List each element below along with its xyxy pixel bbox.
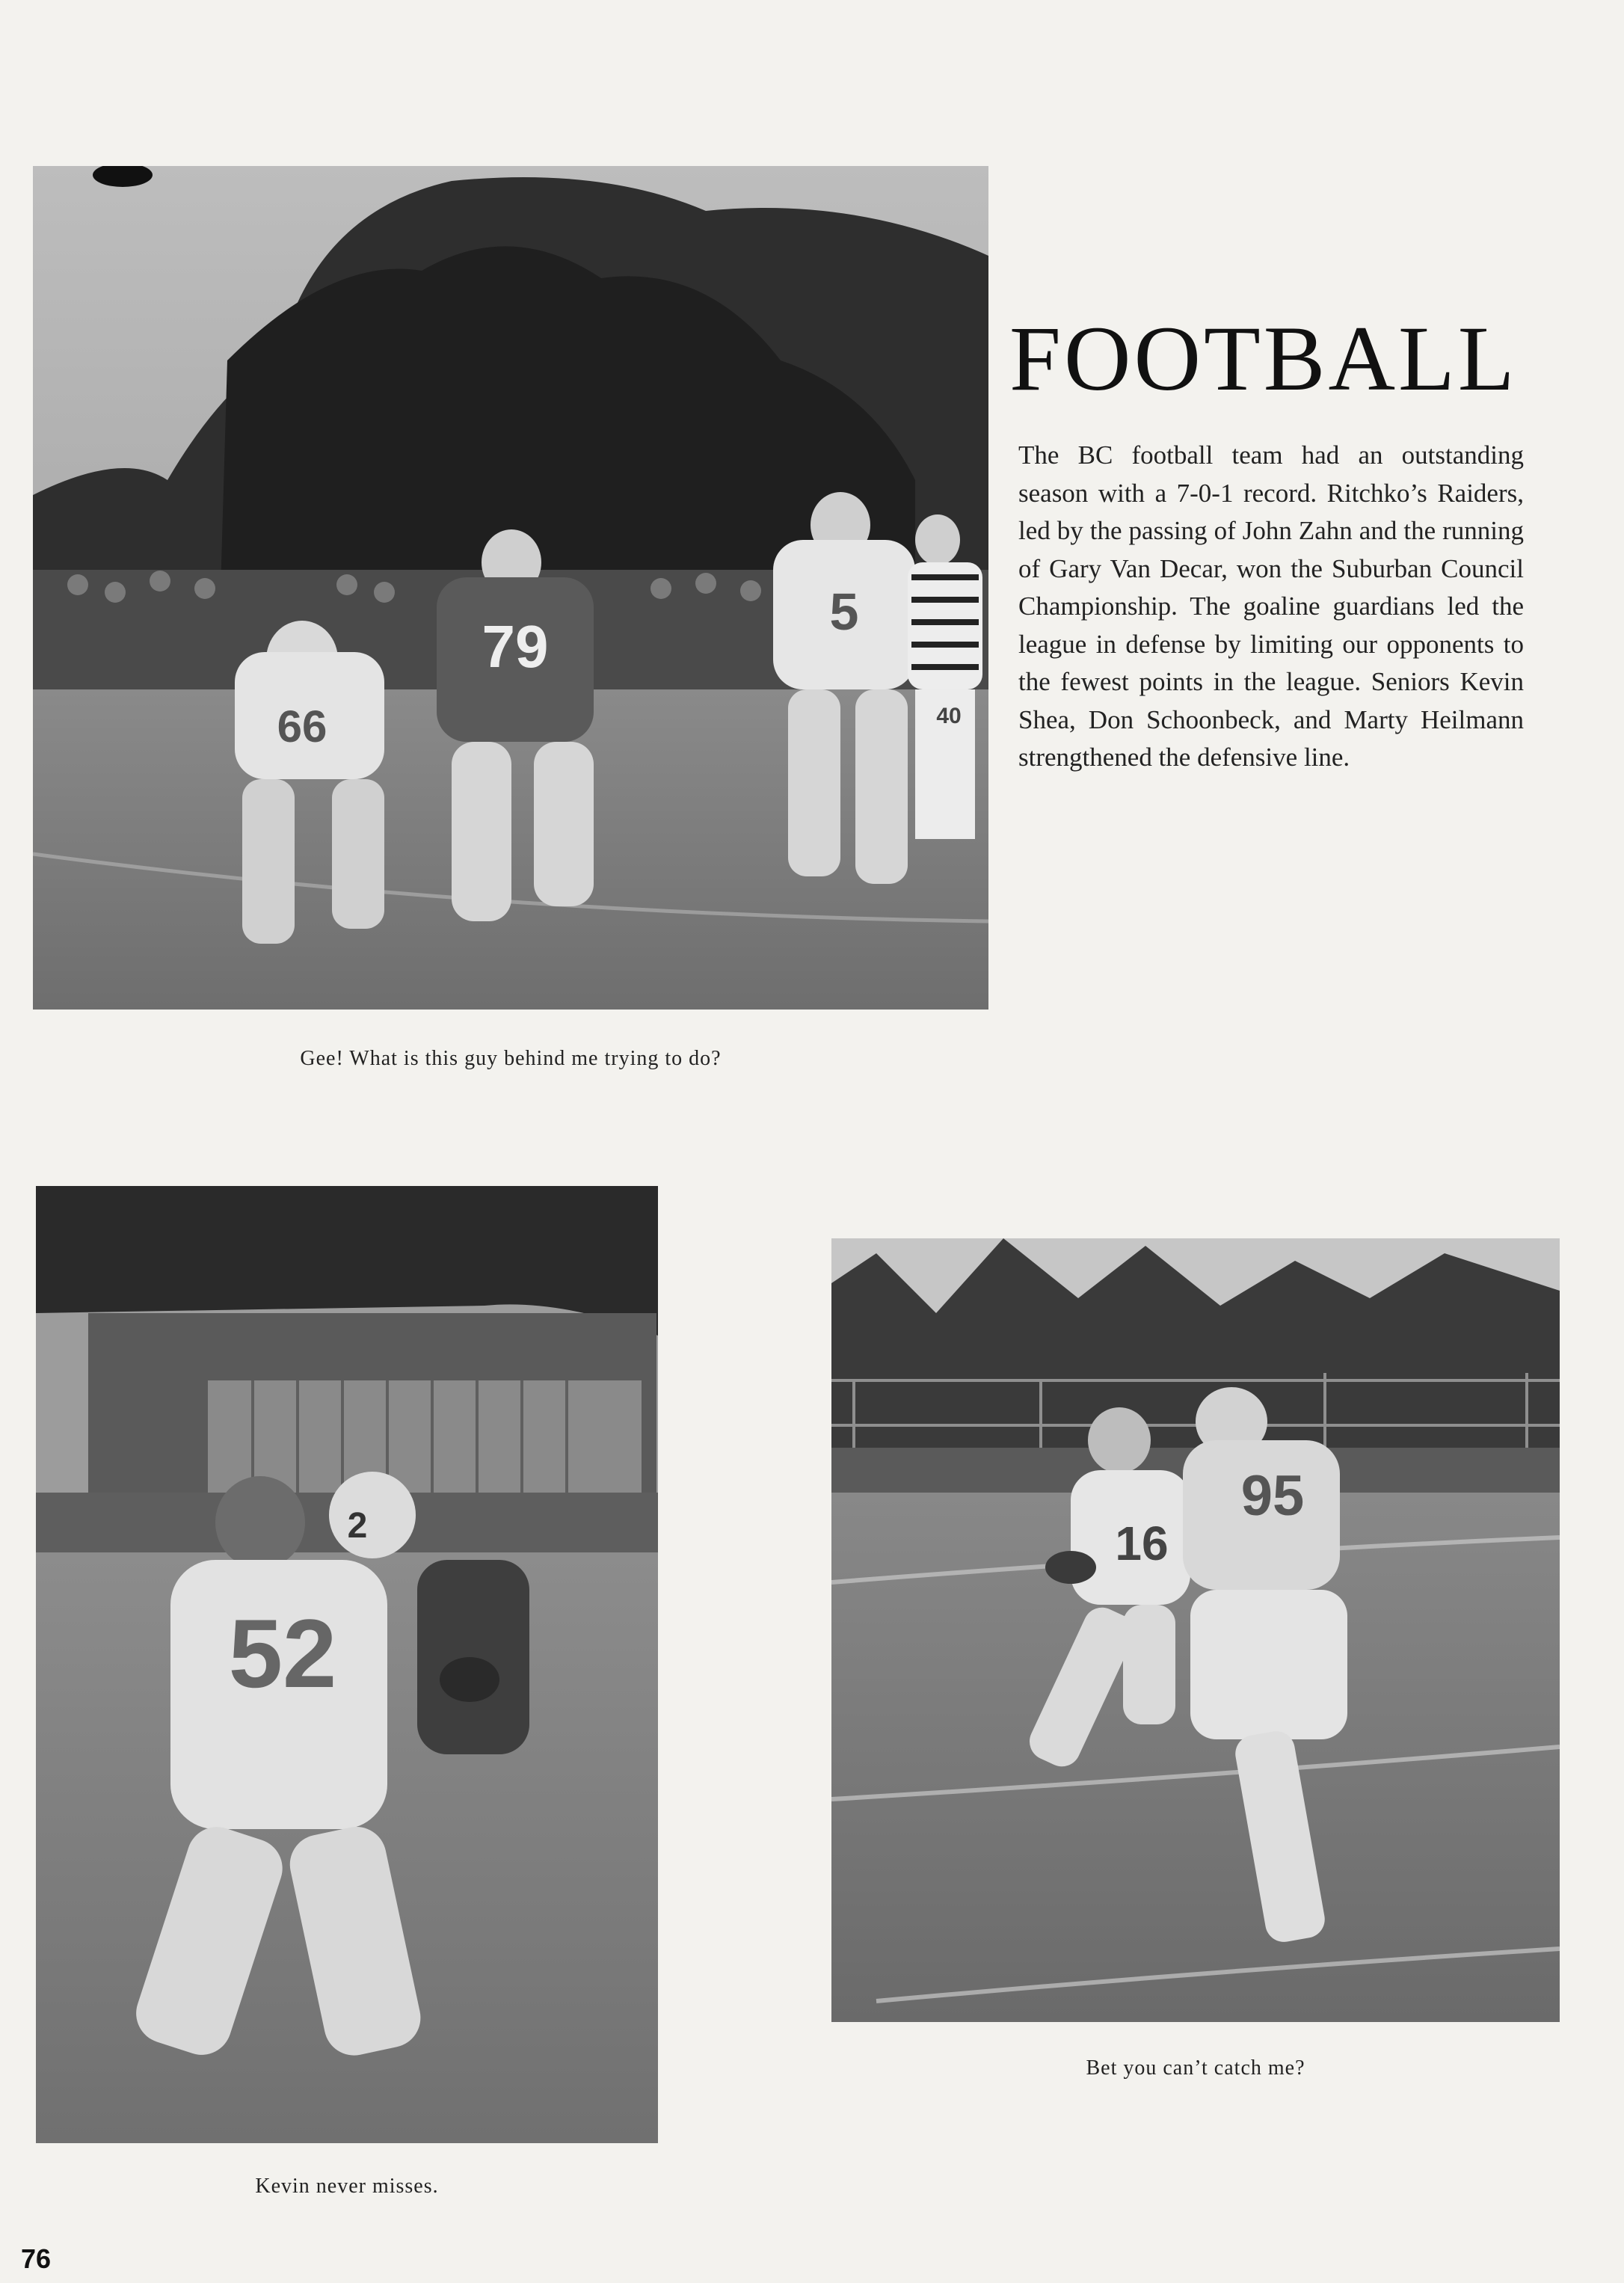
jersey-number-2: 2 (347, 1506, 368, 1546)
jersey-number-79: 79 (482, 613, 549, 680)
photo-caption-bottom-left: Kevin never misses. (255, 2175, 439, 2198)
jersey-number-5: 5 (829, 583, 859, 641)
photo-caption-bottom-right: Bet you can’t catch me? (1086, 2056, 1305, 2080)
article-body: The BC football team had an outstanding season with a 7-0-1 record. Ritchko’s Raiders, led by the passing of John Zahn and the running of Gary Van Decar, won the Suburban Council Championship. The goaline guardians led the league in defense by limiting our opponents to the fewest points in the league. Seniors Kevin Shea, Don Schoonbeck, and Marty Heilmann strengthened the defensive line. (1018, 440, 1524, 772)
page-number: 76 (21, 2243, 52, 2274)
photo-game-action-bottom-left (36, 1186, 658, 2143)
jersey-number-66: 66 (277, 701, 327, 752)
jersey-number-16: 16 (1115, 1517, 1169, 1570)
jersey-number-95: 95 (1240, 1464, 1305, 1528)
jersey-number-40: 40 (936, 704, 962, 728)
photo-game-action-bottom-right (831, 1238, 1560, 2022)
page-title: FOOTBALL (1009, 307, 1518, 410)
photo-game-action-top (33, 166, 988, 1010)
photo-caption-top: Gee! What is this guy behind me trying to do? (300, 1047, 722, 1070)
jersey-number-52: 52 (228, 1599, 337, 1708)
